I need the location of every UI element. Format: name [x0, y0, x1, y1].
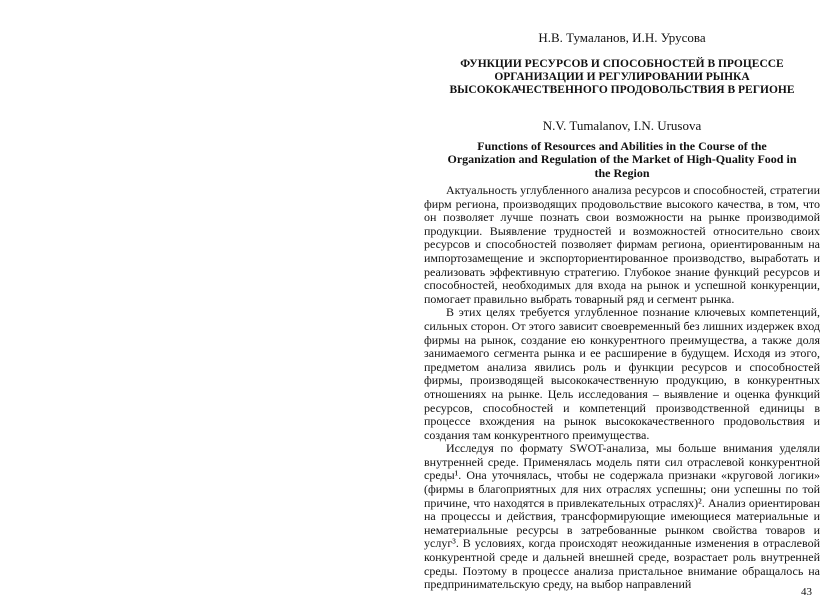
- paragraph-2: В этих целях требуется углубленное познание ключевых компетенций, сильных сторон. От этого зависит своевременный без лишних издержек вход фирмы на рынок, создание ею конкурентного преимущества, а также доля занимаемого сегмента рынка и ее расширение в будущем. Исходя из этого, предметом анализа явились роль и функции ресурсов и способностей фирмы, производящей высококачественную продукцию, в конкурентных отношениях на рынке. Цель исследования – выявление и оценка функций ресурсов, способностей и компетенций производственной единицы в процессе вхождения на рынок высококачественного продовольствия и создания там конкурентного преимущества.: [424, 305, 820, 442]
- paragraph-3: Исследуя по формату SWOT-анализа, мы больше внимания уделяли внутренней среде. Применялась модель пяти сил отраслевой конкурентной среды¹. Она уточнялась, чтобы не содержала признаки «круговой логики» (фирмы в благоприятных для них отраслях успешны; они успешны по той причине, что находятся в привлекательных отраслях)². Анализ ориентирован на процессы и действия, трансформирующие имеющиеся материальные и нематериальные ресурсы в затребованные рынком свойства товаров и услуг³. В условиях, когда происходят неожиданные изменения в отраслевой конкурентной среде и дальней внешней среде, возрастает роль внутренней среды. Поэтому в процессе анализа пристальное внимание обращалось на предпринимательскую среду, на выбор направлений: [424, 441, 820, 592]
- paragraph-1: Актуальность углубленного анализа ресурсов и способностей, стратегии фирм региона, производящих продовольствие высокого качества, в том, что он позволяет лучше познать свои возможности на рынке производимой продукции. Выявление трудностей и возможностей относительно своих ресурсов и способностей позволяет фирмам региона, ориентированным на импортозамещение и экспорториентированное производство, выработать и реализовать эффективную стратегию. Глубокое знание функций ресурсов и способностей, необходимых для входа на рынок и успешной конкуренции, помогает правильно выбрать товарный ряд и сегмент рынка.: [424, 183, 820, 306]
- article-body: [424, 184, 820, 592]
- title-russian: ФУНКЦИИ РЕСУРСОВ И СПОСОБНОСТЕЙ В ПРОЦЕССЕ ОРГАНИЗАЦИИ И РЕГУЛИРОВАНИИ РЫНКА ВЫСОКОКАЧЕСТВЕННОГО ПРОДОВОЛЬСТВИЯ В РЕГИОНЕ: [449, 58, 795, 97]
- book-page: [424, 0, 820, 609]
- authors-russian: Н.В. Тумаланов, И.Н. Урусова: [538, 30, 706, 45]
- title-english: Functions of Resources and Abilities in the Course of the Organization and Regulation of the Market of High-Quality Food in the Region: [447, 139, 797, 180]
- authors-english: N.V. Tumalanov, I.N. Urusova: [542, 118, 702, 133]
- page-number: 43: [801, 586, 812, 598]
